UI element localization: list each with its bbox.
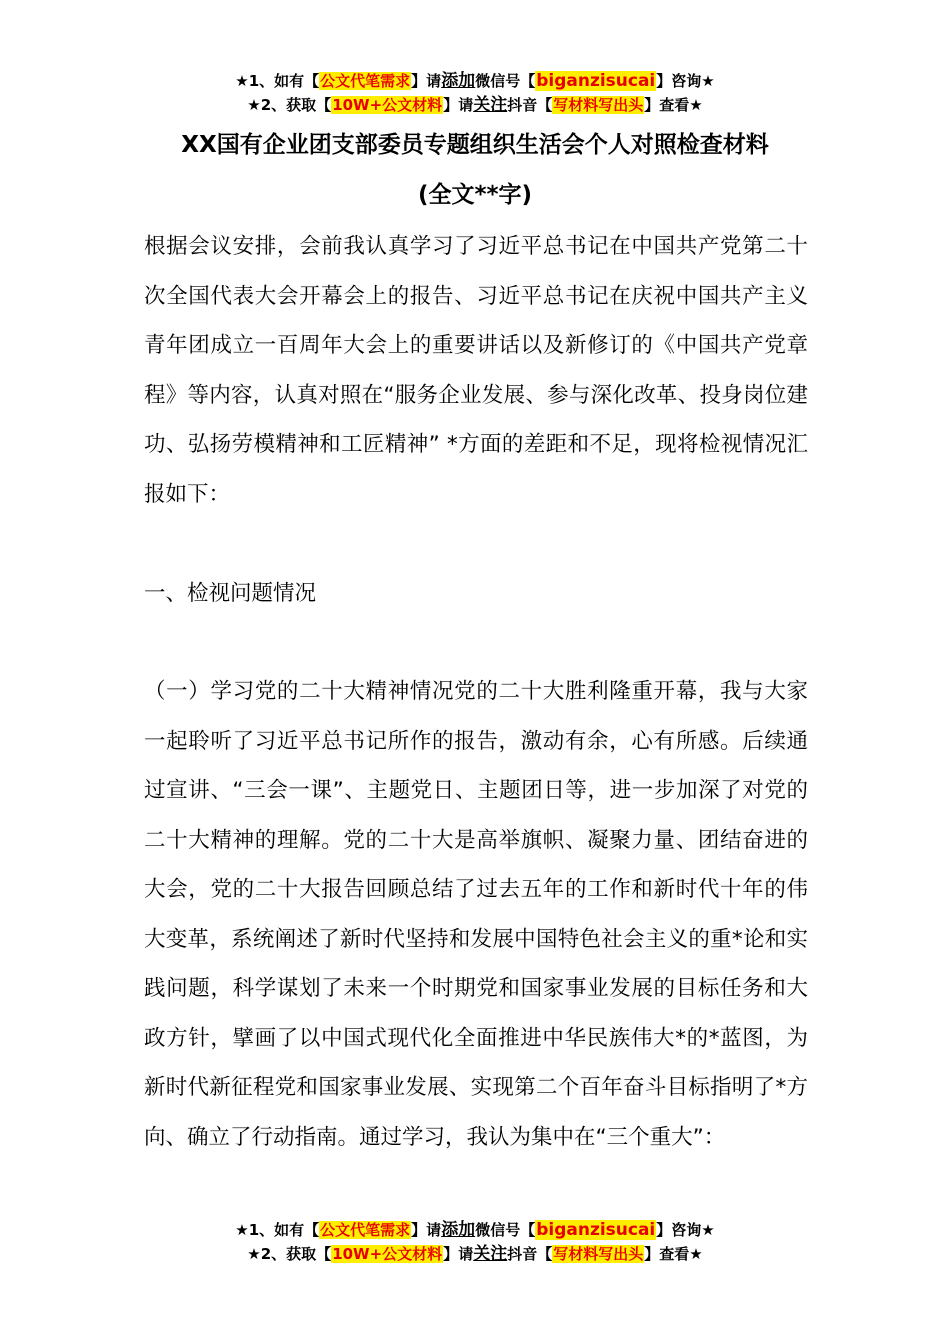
promo-line-1 <box>0 1218 950 1242</box>
promo-highlight-wechat-id: biganzisucai <box>536 1220 656 1240</box>
promo-text: 】请 <box>411 1221 442 1239</box>
promo-banner-top <box>0 69 950 117</box>
promo-line-2 <box>0 93 950 117</box>
promo-underline: 添加 <box>441 1220 476 1240</box>
promo-highlight-wechat-id: biganzisucai <box>536 71 656 91</box>
section-paragraph: （一）学习党的二十大精神情况党的二十大胜利隆重开幕，我与大家一起聆听了习近平总书记所作的报告，激动有余，心有所感。后续通过宣讲、“三会一课”、主题党日、主题团日等，进一步加深了对党的二十大精神的理解。党的二十大是高举旗帜、凝聚力量、团结奋进的大会，党的二十大报告回顾总结了过去五年的工作和新时代十年的伟大变革，系统阐述了新时代坚持和发展中国特色社会主义的重*论和实践问题，科学谋划了未来一个时期党和国家事业发展的目标任务和大政方针，擘画了以中国式现代化全面推进中华民族伟大*的*蓝图，为新时代新征程党和国家事业发展、实现第二个百年奋斗目标指明了*方向、确立了行动指南。通过学习，我认为集中在“三个重大”： <box>144 679 808 1150</box>
promo-text: 抖音【 <box>507 1245 553 1263</box>
promo-text: 】咨询★ <box>656 1221 715 1239</box>
document-subtitle: (全文**字) <box>417 182 533 208</box>
promo-text: 】请 <box>411 72 442 90</box>
promo-text: ★1、如有【 <box>235 1221 320 1239</box>
promo-text: ★2、获取【 <box>247 96 332 114</box>
section-heading: 一、检视问题情况 <box>144 581 317 606</box>
intro-paragraph: 根据会议安排，会前我认真学习了习近平总书记在中国共产党第二十次全国代表大会开幕会上的报告、习近平总书记在庆祝中国共产主义青年团成立一百周年大会上的重要讲话以及新修订的《中国共产党章程》等内容，认真对照在“服务企业发展、参与深化改革、投身岗位建功、弘扬劳模精神和工匠精神” *方面的差距和不足，现将检视情况汇报如下： <box>144 234 808 507</box>
promo-text: ★1、如有【 <box>235 72 320 90</box>
promo-text: 】查看★ <box>644 1245 703 1263</box>
promo-text: 】咨询★ <box>656 72 715 90</box>
promo-highlight-douyin: 写材料写出头 <box>553 96 644 114</box>
promo-underline: 关注 <box>473 1244 508 1264</box>
promo-text: 】查看★ <box>644 96 703 114</box>
document-title: XX国有企业团支部委员专题组织生活会个人对照检查材料 <box>181 132 769 158</box>
promo-text: ★2、获取【 <box>247 1245 332 1263</box>
promo-highlight-douyin: 写材料写出头 <box>553 1245 644 1263</box>
promo-highlight: 10W+公文材料 <box>332 96 443 114</box>
promo-banner-bottom <box>0 1218 950 1266</box>
promo-underline: 关注 <box>473 95 508 115</box>
promo-text: 微信号【 <box>475 72 536 90</box>
promo-text: 】请 <box>443 1245 474 1263</box>
promo-underline: 添加 <box>441 71 476 91</box>
promo-text: 】请 <box>443 96 474 114</box>
promo-highlight: 公文代笔需求 <box>320 72 411 90</box>
promo-line-1 <box>0 69 950 93</box>
promo-highlight: 10W+公文材料 <box>332 1245 443 1263</box>
promo-text: 微信号【 <box>475 1221 536 1239</box>
promo-highlight: 公文代笔需求 <box>320 1221 411 1239</box>
promo-text: 抖音【 <box>507 96 553 114</box>
promo-line-2 <box>0 1242 950 1266</box>
